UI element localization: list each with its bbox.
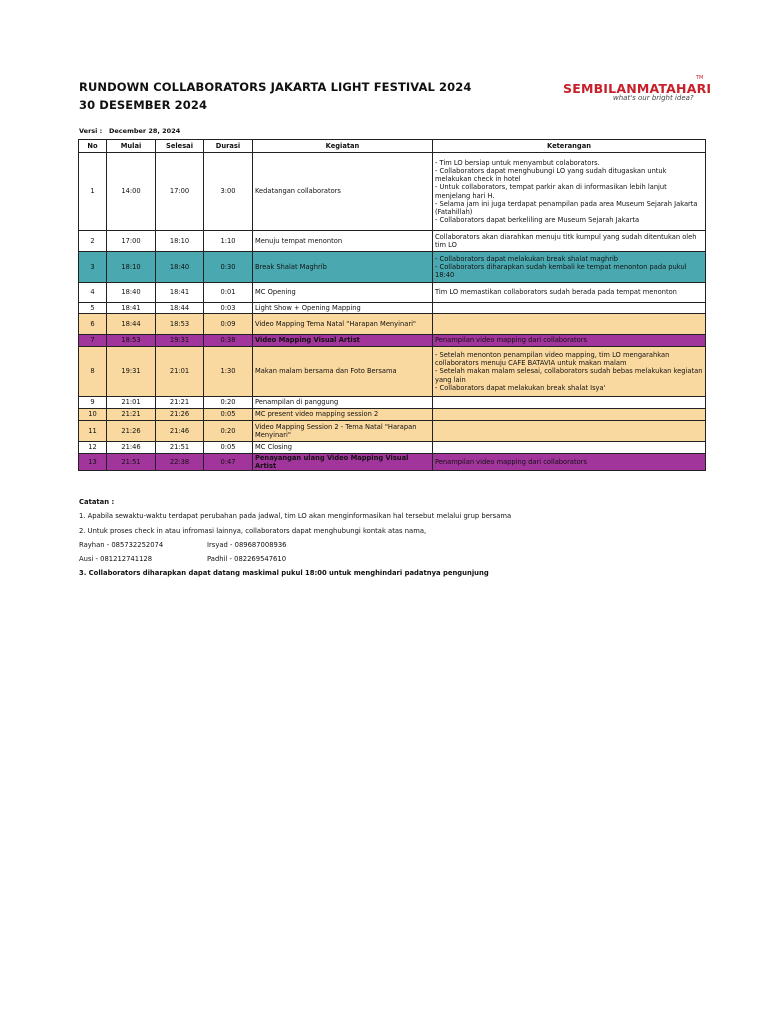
table-row <box>79 442 706 454</box>
cell-durasi: 0:30 <box>204 252 253 283</box>
table-row <box>79 454 706 471</box>
cell-no: 11 <box>79 421 107 442</box>
cell-selesai: 21:51 <box>156 442 204 454</box>
note-3: 3. Collaborators diharapkan dapat datang maskimal pukul 18:00 untuk menghindari padatnya pengunjung <box>79 569 489 578</box>
cell-durasi: 0:20 <box>204 421 253 442</box>
keterangan-line: - Collaborators diharapkan sudah kembali ke tempat menonton pada pukul 18:40 <box>435 262 687 280</box>
keterangan-line: - Collaborators dapat berkeliling are Museum Sejarah Jakarta <box>435 216 640 225</box>
table-row <box>79 283 706 303</box>
cell-keterangan <box>433 283 706 303</box>
cell-mulai: 21:21 <box>107 409 156 421</box>
contact-ausi: Ausi - 081212741128 <box>79 555 153 564</box>
cell-keterangan <box>433 421 706 442</box>
title-line-2: 30 DESEMBER 2024 <box>79 98 208 112</box>
cell-no: 13 <box>79 454 107 471</box>
cell-mulai: 21:01 <box>107 397 156 409</box>
cell-mulai: 19:31 <box>107 347 156 397</box>
cell-no: 7 <box>79 335 107 347</box>
document-title <box>79 78 471 114</box>
cell-keterangan <box>433 252 706 283</box>
keterangan-line: Tim LO memastikan collaborators sudah berada pada tempat menonton <box>435 288 677 297</box>
cell-keterangan <box>433 231 706 252</box>
contact-row <box>79 538 679 552</box>
note-2: 2. Untuk proses check in atau infromasi lainnya, collaborators dapat menghubungi kontak atas nama, <box>79 526 427 535</box>
cell-mulai: 21:51 <box>107 454 156 471</box>
cell-selesai: 18:53 <box>156 314 204 335</box>
keterangan-line: - Setelah makan malam selesai, collaborators sudah bebas melakukan kegiatan yang lain <box>435 367 703 384</box>
logo-trademark: TM <box>696 75 704 81</box>
header-durasi: Durasi <box>204 140 253 153</box>
cell-mulai: 21:26 <box>107 421 156 442</box>
cell-keterangan <box>433 153 706 231</box>
cell-keterangan <box>433 454 706 471</box>
keterangan-line: - Tim LO bersiap untuk menyambut colaborators. <box>435 158 600 167</box>
keterangan-line: - Untuk collaborators, tempat parkir akan di informasikan lebih lanjut menjelang hari H. <box>435 183 667 200</box>
cell-kegiatan: Menuju tempat menonton <box>253 231 433 252</box>
cell-selesai: 18:40 <box>156 252 204 283</box>
table-row <box>79 409 706 421</box>
contact-rayhan: Rayhan - 085732252074 <box>79 540 164 549</box>
cell-selesai: 18:10 <box>156 231 204 252</box>
cell-kegiatan: MC Closing <box>253 442 433 454</box>
keterangan-line: Collaborators akan diarahkan menuju titk kumpul yang sudah ditentukan oleh tim LO <box>435 232 697 249</box>
header-kegiatan: Kegiatan <box>253 140 433 153</box>
cell-selesai: 21:21 <box>156 397 204 409</box>
cell-durasi: 0:20 <box>204 397 253 409</box>
cell-no: 9 <box>79 397 107 409</box>
cell-no: 2 <box>79 231 107 252</box>
table-row <box>79 153 706 231</box>
cell-kegiatan: MC present video mapping session 2 <box>253 409 433 421</box>
version-date: December 28, 2024 <box>109 127 181 135</box>
logo-wordmark: SEMBILANMATAHARI <box>563 81 712 96</box>
header-mulai: Mulai <box>107 140 156 153</box>
cell-keterangan <box>433 409 706 421</box>
cell-durasi: 0:05 <box>204 409 253 421</box>
title-line-1: RUNDOWN COLLABORATORS JAKARTA LIGHT FESTIVAL 2024 <box>79 80 472 94</box>
cell-selesai: 17:00 <box>156 153 204 231</box>
cell-durasi: 0:01 <box>204 283 253 303</box>
cell-mulai: 18:41 <box>107 303 156 314</box>
cell-kegiatan: Video Mapping Visual Artist <box>253 335 433 347</box>
cell-mulai: 14:00 <box>107 153 156 231</box>
header-keterangan: Keterangan <box>433 140 706 153</box>
keterangan-line: - Setelah menonton penampilan video mapping, tim LO mengarahkan collaborators menuju CAFE BATAVIA untuk makan malam <box>435 350 670 368</box>
table-row <box>79 252 706 283</box>
cell-durasi: 0:38 <box>204 335 253 347</box>
cell-durasi: 0:03 <box>204 303 253 314</box>
cell-keterangan <box>433 442 706 454</box>
cell-no: 5 <box>79 303 107 314</box>
cell-selesai: 18:41 <box>156 283 204 303</box>
cell-durasi: 0:05 <box>204 442 253 454</box>
cell-kegiatan: Kedatangan collaborators <box>253 153 433 231</box>
cell-kegiatan: Penampilan di panggung <box>253 397 433 409</box>
cell-kegiatan: MC Opening <box>253 283 433 303</box>
contact-row <box>79 552 679 566</box>
cell-no: 1 <box>79 153 107 231</box>
cell-no: 8 <box>79 347 107 397</box>
cell-kegiatan: Makan malam bersama dan Foto Bersama <box>253 347 433 397</box>
notes-section <box>79 495 679 581</box>
cell-no: 3 <box>79 252 107 283</box>
table-row <box>79 421 706 442</box>
contact-padhil: Padhil - 082269547610 <box>207 555 287 564</box>
cell-keterangan <box>433 335 706 347</box>
keterangan-line: - Collaborators dapat melakukan break shalat maghrib <box>435 254 619 263</box>
cell-durasi: 1:30 <box>204 347 253 397</box>
cell-kegiatan: Video Mapping Tema Natal "Harapan Menyinari" <box>253 314 433 335</box>
cell-no: 6 <box>79 314 107 335</box>
cell-durasi: 0:09 <box>204 314 253 335</box>
cell-mulai: 17:00 <box>107 231 156 252</box>
cell-no: 4 <box>79 283 107 303</box>
cell-selesai: 21:01 <box>156 347 204 397</box>
table-header-row <box>79 140 706 153</box>
cell-no: 12 <box>79 442 107 454</box>
cell-keterangan <box>433 347 706 397</box>
cell-kegiatan: Break Shalat Maghrib <box>253 252 433 283</box>
cell-no: 10 <box>79 409 107 421</box>
cell-durasi: 1:10 <box>204 231 253 252</box>
cell-kegiatan: Penayangan ulang Video Mapping Visual Artist <box>253 454 433 471</box>
header-no: No <box>79 140 107 153</box>
keterangan-line: - Selama jam ini juga terdapat penampilan pada area Museum Sejarah Jakarta (Fatahillah) <box>435 199 698 216</box>
table-row <box>79 347 706 397</box>
rundown-table <box>78 139 706 471</box>
cell-keterangan <box>433 397 706 409</box>
cell-durasi: 3:00 <box>204 153 253 231</box>
header-selesai: Selesai <box>156 140 204 153</box>
table-row <box>79 314 706 335</box>
cell-keterangan <box>433 314 706 335</box>
cell-durasi: 0:47 <box>204 454 253 471</box>
version-label: Versi : <box>79 127 103 135</box>
cell-selesai: 21:46 <box>156 421 204 442</box>
cell-selesai: 18:44 <box>156 303 204 314</box>
table-row <box>79 335 706 347</box>
table-row <box>79 231 706 252</box>
cell-selesai: 22:38 <box>156 454 204 471</box>
cell-selesai: 21:26 <box>156 409 204 421</box>
version-line <box>79 127 181 135</box>
contact-irsyad: Irsyad - 089687008936 <box>207 540 287 549</box>
keterangan-line: Penampilan video mapping dari collaborators <box>435 458 587 467</box>
cell-kegiatan: Light Show + Opening Mapping <box>253 303 433 314</box>
note-1: 1. Apabila sewaktu-waktu terdapat perubahan pada jadwal, tim LO akan menginformasikan hal tersebut melalui grup bersama <box>79 512 512 521</box>
cell-mulai: 18:53 <box>107 335 156 347</box>
cell-keterangan <box>433 303 706 314</box>
cell-mulai: 18:44 <box>107 314 156 335</box>
keterangan-line: Penampilan video mapping dari collaborators <box>435 336 587 345</box>
cell-selesai: 19:31 <box>156 335 204 347</box>
cell-mulai: 18:10 <box>107 252 156 283</box>
table-row <box>79 397 706 409</box>
logo-tagline: what's our bright idea? <box>613 94 694 102</box>
notes-heading: Catatan : <box>79 498 115 506</box>
table-row <box>79 303 706 314</box>
cell-mulai: 21:46 <box>107 442 156 454</box>
sembilanmatahari-logo <box>563 75 712 108</box>
cell-mulai: 18:40 <box>107 283 156 303</box>
keterangan-line: - Collaborators dapat melakukan break shalat Isya' <box>435 383 606 392</box>
cell-kegiatan: Video Mapping Session 2 - Tema Natal "Harapan Menyinari" <box>253 421 433 442</box>
keterangan-line: - Collaborators dapat menghubungi LO yang sudah ditugaskan untuk melakukan check in hotel <box>435 166 667 184</box>
